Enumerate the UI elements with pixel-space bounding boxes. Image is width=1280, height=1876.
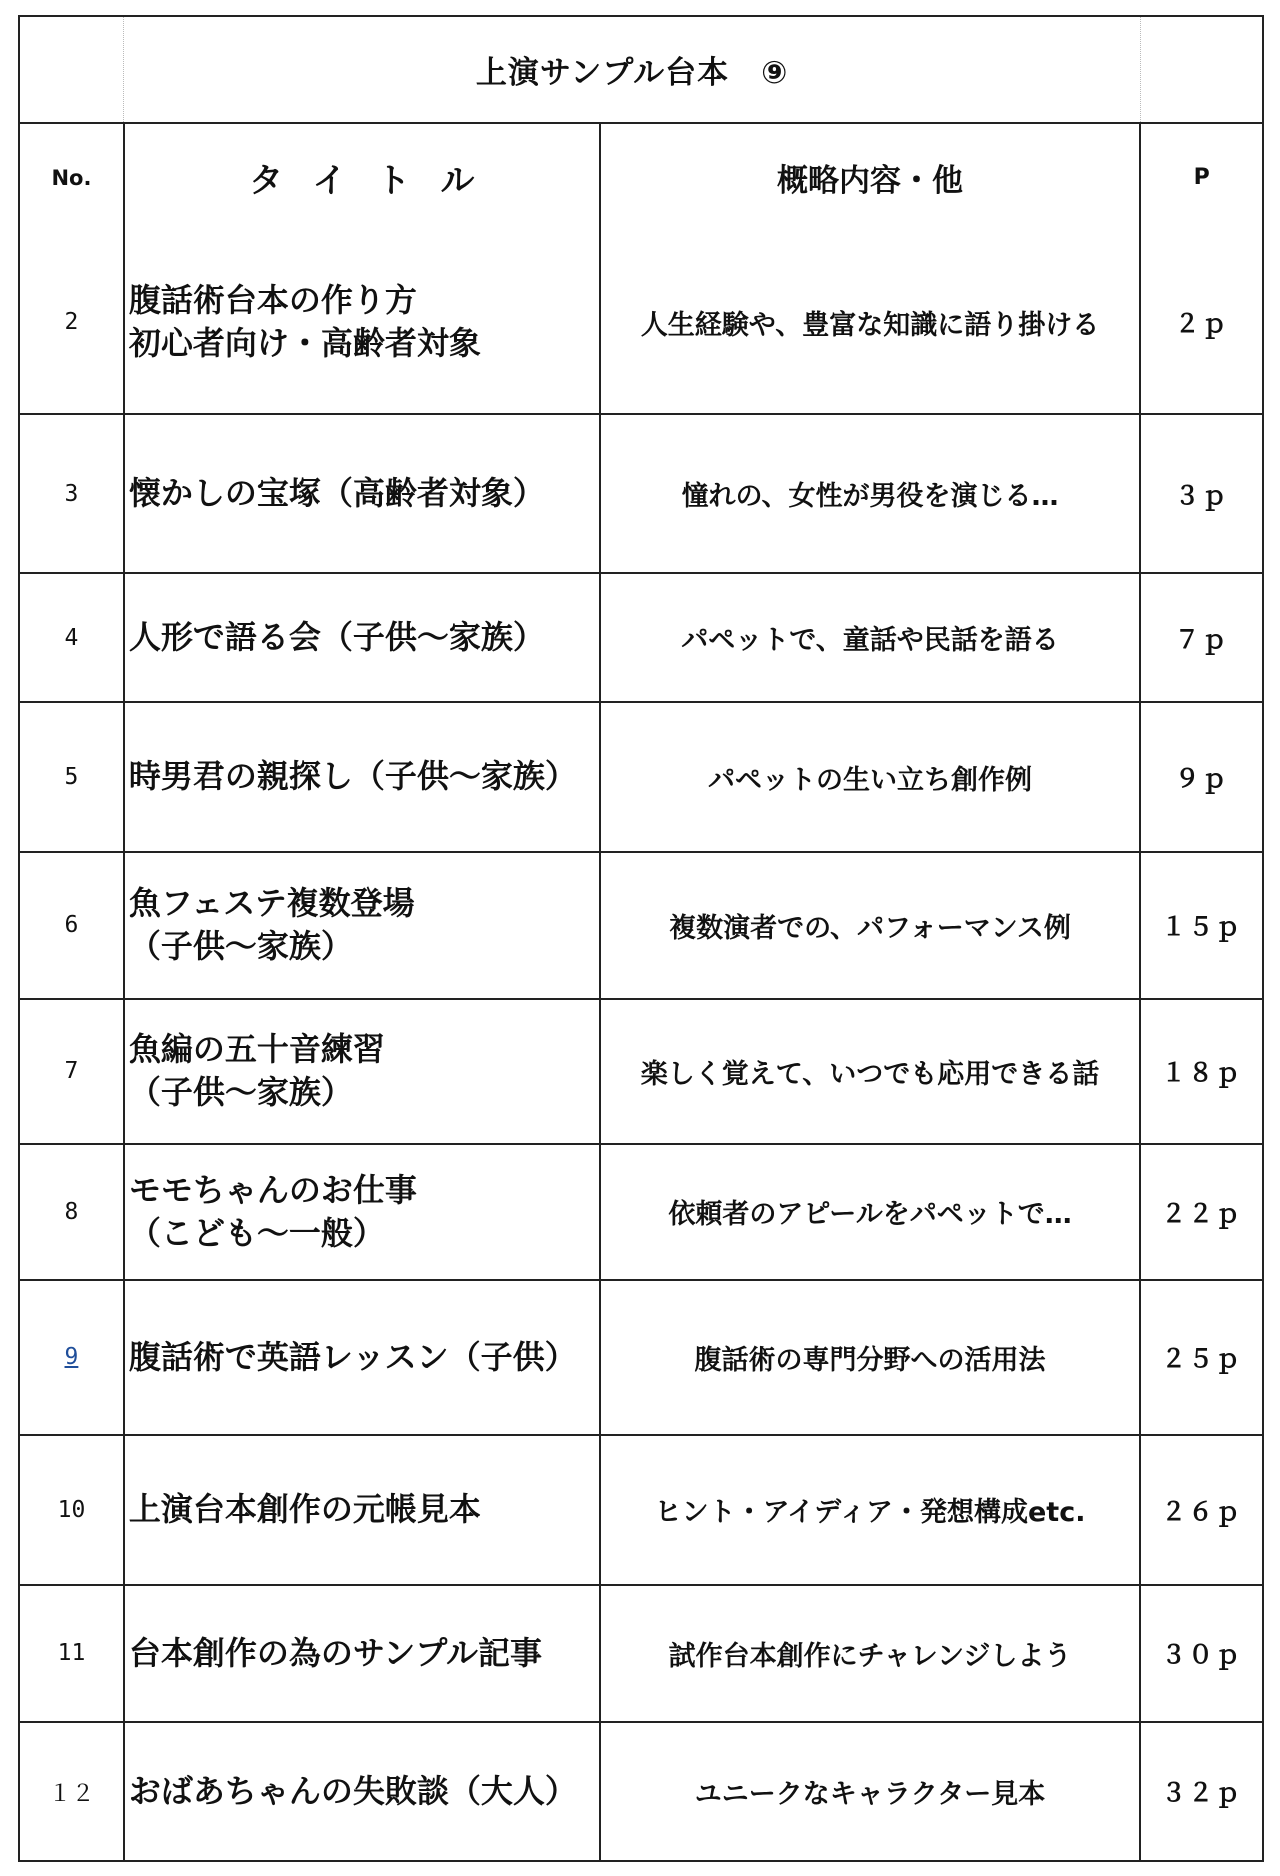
row-summary: 楽しく覚えて、いつでも応用できる話 xyxy=(600,999,1141,1144)
row-page: １５ｐ xyxy=(1140,852,1262,999)
row-title xyxy=(124,231,600,413)
table-row xyxy=(20,1144,1262,1280)
title-spacer-right xyxy=(1140,17,1262,123)
row-page: ２５ｐ xyxy=(1140,1280,1262,1435)
index-sheet xyxy=(18,15,1264,1862)
header-page: P xyxy=(1140,123,1262,231)
row-title xyxy=(124,414,600,574)
row-number: 4 xyxy=(20,573,124,702)
row-title xyxy=(124,1144,600,1280)
row-title xyxy=(124,1722,600,1860)
row-title-line: 魚フェステ複数登場 xyxy=(128,884,415,923)
table-row xyxy=(20,1722,1262,1860)
row-title-line: おばあちゃんの失敗談（大人） xyxy=(128,1771,577,1810)
row-page: ３ｐ xyxy=(1140,414,1262,574)
row-title-line: （子供～家族） xyxy=(128,927,353,966)
row-title-line: 腹話術台本の作り方 xyxy=(128,280,417,319)
row-number: 2 xyxy=(20,231,124,413)
row-summary: パペットで、童話や民話を語る xyxy=(600,573,1141,702)
title-row xyxy=(20,17,1262,123)
row-title-line: 魚編の五十音練習 xyxy=(128,1030,385,1069)
row-summary: 複数演者での、パフォーマンス例 xyxy=(600,852,1141,999)
table-row xyxy=(20,852,1262,999)
row-page: ２６ｐ xyxy=(1140,1435,1262,1585)
row-title xyxy=(124,852,600,999)
title-spacer-left xyxy=(20,17,124,123)
row-title-line: 初心者向け・高齢者対象 xyxy=(128,324,481,363)
header-title: タイトル xyxy=(124,123,600,231)
row-title-line: 人形で語る会（子供～家族） xyxy=(128,618,545,657)
row-title xyxy=(124,1280,600,1435)
row-title-line: （こども～一般） xyxy=(128,1213,385,1252)
row-title-line: 台本創作の為のサンプル記事 xyxy=(128,1633,543,1672)
row-title-line: 懐かしの宝塚（高齢者対象） xyxy=(128,473,545,512)
row-number: 11 xyxy=(20,1585,124,1722)
row-number: 7 xyxy=(20,999,124,1144)
sheet-title: 上演サンプル台本 ⑨ xyxy=(124,17,1140,123)
row-number: 10 xyxy=(20,1435,124,1585)
row-title-line: 上演台本創作の元帳見本 xyxy=(128,1490,481,1529)
row-summary: ユニークなキャラクター見本 xyxy=(600,1722,1141,1860)
row-title xyxy=(124,1435,600,1585)
row-number: 5 xyxy=(20,702,124,852)
table-row xyxy=(20,1585,1262,1722)
row-title-line: 腹話術で英語レッスン（子供） xyxy=(128,1337,577,1376)
row-page: ３２ｐ xyxy=(1140,1722,1262,1860)
row-title xyxy=(124,999,600,1144)
table-row xyxy=(20,573,1262,702)
table-row xyxy=(20,414,1262,574)
table-row xyxy=(20,1280,1262,1435)
row-summary: 試作台本創作にチャレンジしよう xyxy=(600,1585,1141,1722)
row-page: ９ｐ xyxy=(1140,702,1262,852)
row-page: １８ｐ xyxy=(1140,999,1262,1144)
row-number: 6 xyxy=(20,852,124,999)
header-row xyxy=(20,123,1262,231)
row-number: 3 xyxy=(20,414,124,574)
row-summary: 人生経験や、豊富な知識に語り掛ける xyxy=(600,231,1141,413)
row-title xyxy=(124,1585,600,1722)
row-title xyxy=(124,702,600,852)
table-row xyxy=(20,231,1262,413)
row-page: ２２ｐ xyxy=(1140,1144,1262,1280)
contents-table xyxy=(20,17,1262,1860)
table-body xyxy=(20,231,1262,1860)
row-number-link[interactable]: 9 xyxy=(20,1280,124,1435)
row-summary: ヒント・アイディア・発想構成etc. xyxy=(600,1435,1141,1585)
header-no: No. xyxy=(20,123,124,231)
row-page: ７ｐ xyxy=(1140,573,1262,702)
header-summary: 概略内容・他 xyxy=(600,123,1141,231)
table-row xyxy=(20,999,1262,1144)
table-row xyxy=(20,702,1262,852)
row-summary: 憧れの、女性が男役を演じる… xyxy=(600,414,1141,574)
row-title-line: 時男君の親探し（子供～家族） xyxy=(128,757,577,796)
row-title-line: モモちゃんのお仕事 xyxy=(128,1170,417,1209)
row-number: １２ xyxy=(20,1722,124,1860)
row-summary: 腹話術の専門分野への活用法 xyxy=(600,1280,1141,1435)
row-number: 8 xyxy=(20,1144,124,1280)
table-row xyxy=(20,1435,1262,1585)
row-page: ３０ｐ xyxy=(1140,1585,1262,1722)
row-page: ２ｐ xyxy=(1140,231,1262,413)
row-title-line: （子供～家族） xyxy=(128,1073,353,1112)
row-summary: 依頼者のアピールをパペットで… xyxy=(600,1144,1141,1280)
row-title xyxy=(124,573,600,702)
row-summary: パペットの生い立ち創作例 xyxy=(600,702,1141,852)
